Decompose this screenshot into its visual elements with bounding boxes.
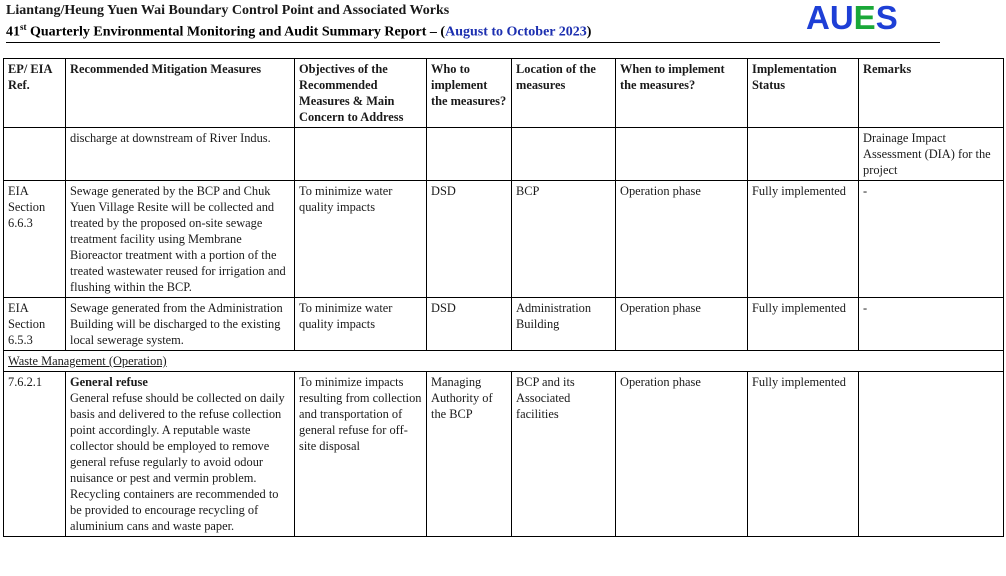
column-header: When to implement the measures? — [616, 59, 748, 128]
column-header: Objectives of the Recommended Measures & Main Concern to Address — [295, 59, 427, 128]
remarks-cell: Drainage Impact Assessment (DIA) for the project — [859, 128, 1004, 181]
status-cell: Fully implemented — [748, 181, 859, 298]
mitigation-measures-table — [3, 58, 1004, 537]
report-number-suffix: st — [20, 22, 27, 32]
ref-cell: EIA Section 6.6.3 — [4, 181, 66, 298]
who-cell — [427, 128, 512, 181]
table-row — [4, 181, 1004, 298]
status-cell: Fully implemented — [748, 298, 859, 351]
who-cell: Managing Authority of the BCP — [427, 372, 512, 537]
table-row — [4, 128, 1004, 181]
header-divider — [6, 42, 940, 43]
who-cell: DSD — [427, 298, 512, 351]
measure-title: General refuse — [70, 375, 148, 389]
when-cell — [616, 128, 748, 181]
when-cell: Operation phase — [616, 181, 748, 298]
measure-text: General refuse should be collected on daily basis and delivered to the refuse collection point accordingly. A reputable waste collector should be employed to remove general refuse regularly to avoid odour nuisance or pest and vermin problem. Recycling containers are recommended to be provided to encourage recycling of aluminium cans and waste paper. — [70, 391, 285, 533]
column-header: Location of the measures — [512, 59, 616, 128]
table-header-row — [4, 59, 1004, 128]
remarks-cell: - — [859, 181, 1004, 298]
location-cell: Administration Building — [512, 298, 616, 351]
column-header: EP/ EIA Ref. — [4, 59, 66, 128]
report-number: 41 — [6, 24, 20, 40]
report-header — [6, 3, 591, 41]
section-title: Waste Management (Operation) — [4, 351, 1004, 372]
aues-logo: AUES — [806, 0, 898, 36]
column-header: Implementation Status — [748, 59, 859, 128]
measure-cell: Sewage generated by the BCP and Chuk Yuen Village Resite will be collected and treated by the proposed on-site sewage treatment facility using Membrane Bioreactor treatment with a portion of the treated wastewater reused for irrigation and flushing within the BCP. — [66, 181, 295, 298]
column-header: Remarks — [859, 59, 1004, 128]
location-cell: BCP and its Associated facilities — [512, 372, 616, 537]
status-cell — [748, 128, 859, 181]
remarks-cell — [859, 372, 1004, 537]
measure-cell: discharge at downstream of River Indus. — [66, 128, 295, 181]
who-cell: DSD — [427, 181, 512, 298]
report-subtitle — [6, 19, 591, 41]
status-cell: Fully implemented — [748, 372, 859, 537]
column-header: Who to implement the measures? — [427, 59, 512, 128]
when-cell: Operation phase — [616, 372, 748, 537]
objective-cell — [295, 128, 427, 181]
location-cell — [512, 128, 616, 181]
report-period: August to October 2023 — [445, 24, 587, 40]
ref-cell: 7.6.2.1 — [4, 372, 66, 537]
column-header: Recommended Mitigation Measures — [66, 59, 295, 128]
objective-cell: To minimize water quality impacts — [295, 298, 427, 351]
objective-cell: To minimize impacts resulting from collection and transportation of general refuse for off-site disposal — [295, 372, 427, 537]
report-subtitle-close: ) — [586, 24, 592, 40]
table-row — [4, 298, 1004, 351]
measure-cell: Sewage generated from the Administration Building will be discharged to the existing local sewerage system. — [66, 298, 295, 351]
location-cell: BCP — [512, 181, 616, 298]
project-title: Liantang/Heung Yuen Wai Boundary Control Point and Associated Works — [6, 3, 450, 18]
table-row — [4, 372, 1004, 537]
section-row — [4, 351, 1004, 372]
ref-cell — [4, 128, 66, 181]
report-subtitle-text: Quarterly Environmental Monitoring and Audit Summary Report – ( — [26, 24, 446, 40]
measure-cell — [66, 372, 295, 537]
remarks-cell: - — [859, 298, 1004, 351]
ref-cell: EIA Section 6.5.3 — [4, 298, 66, 351]
objective-cell: To minimize water quality impacts — [295, 181, 427, 298]
when-cell: Operation phase — [616, 298, 748, 351]
